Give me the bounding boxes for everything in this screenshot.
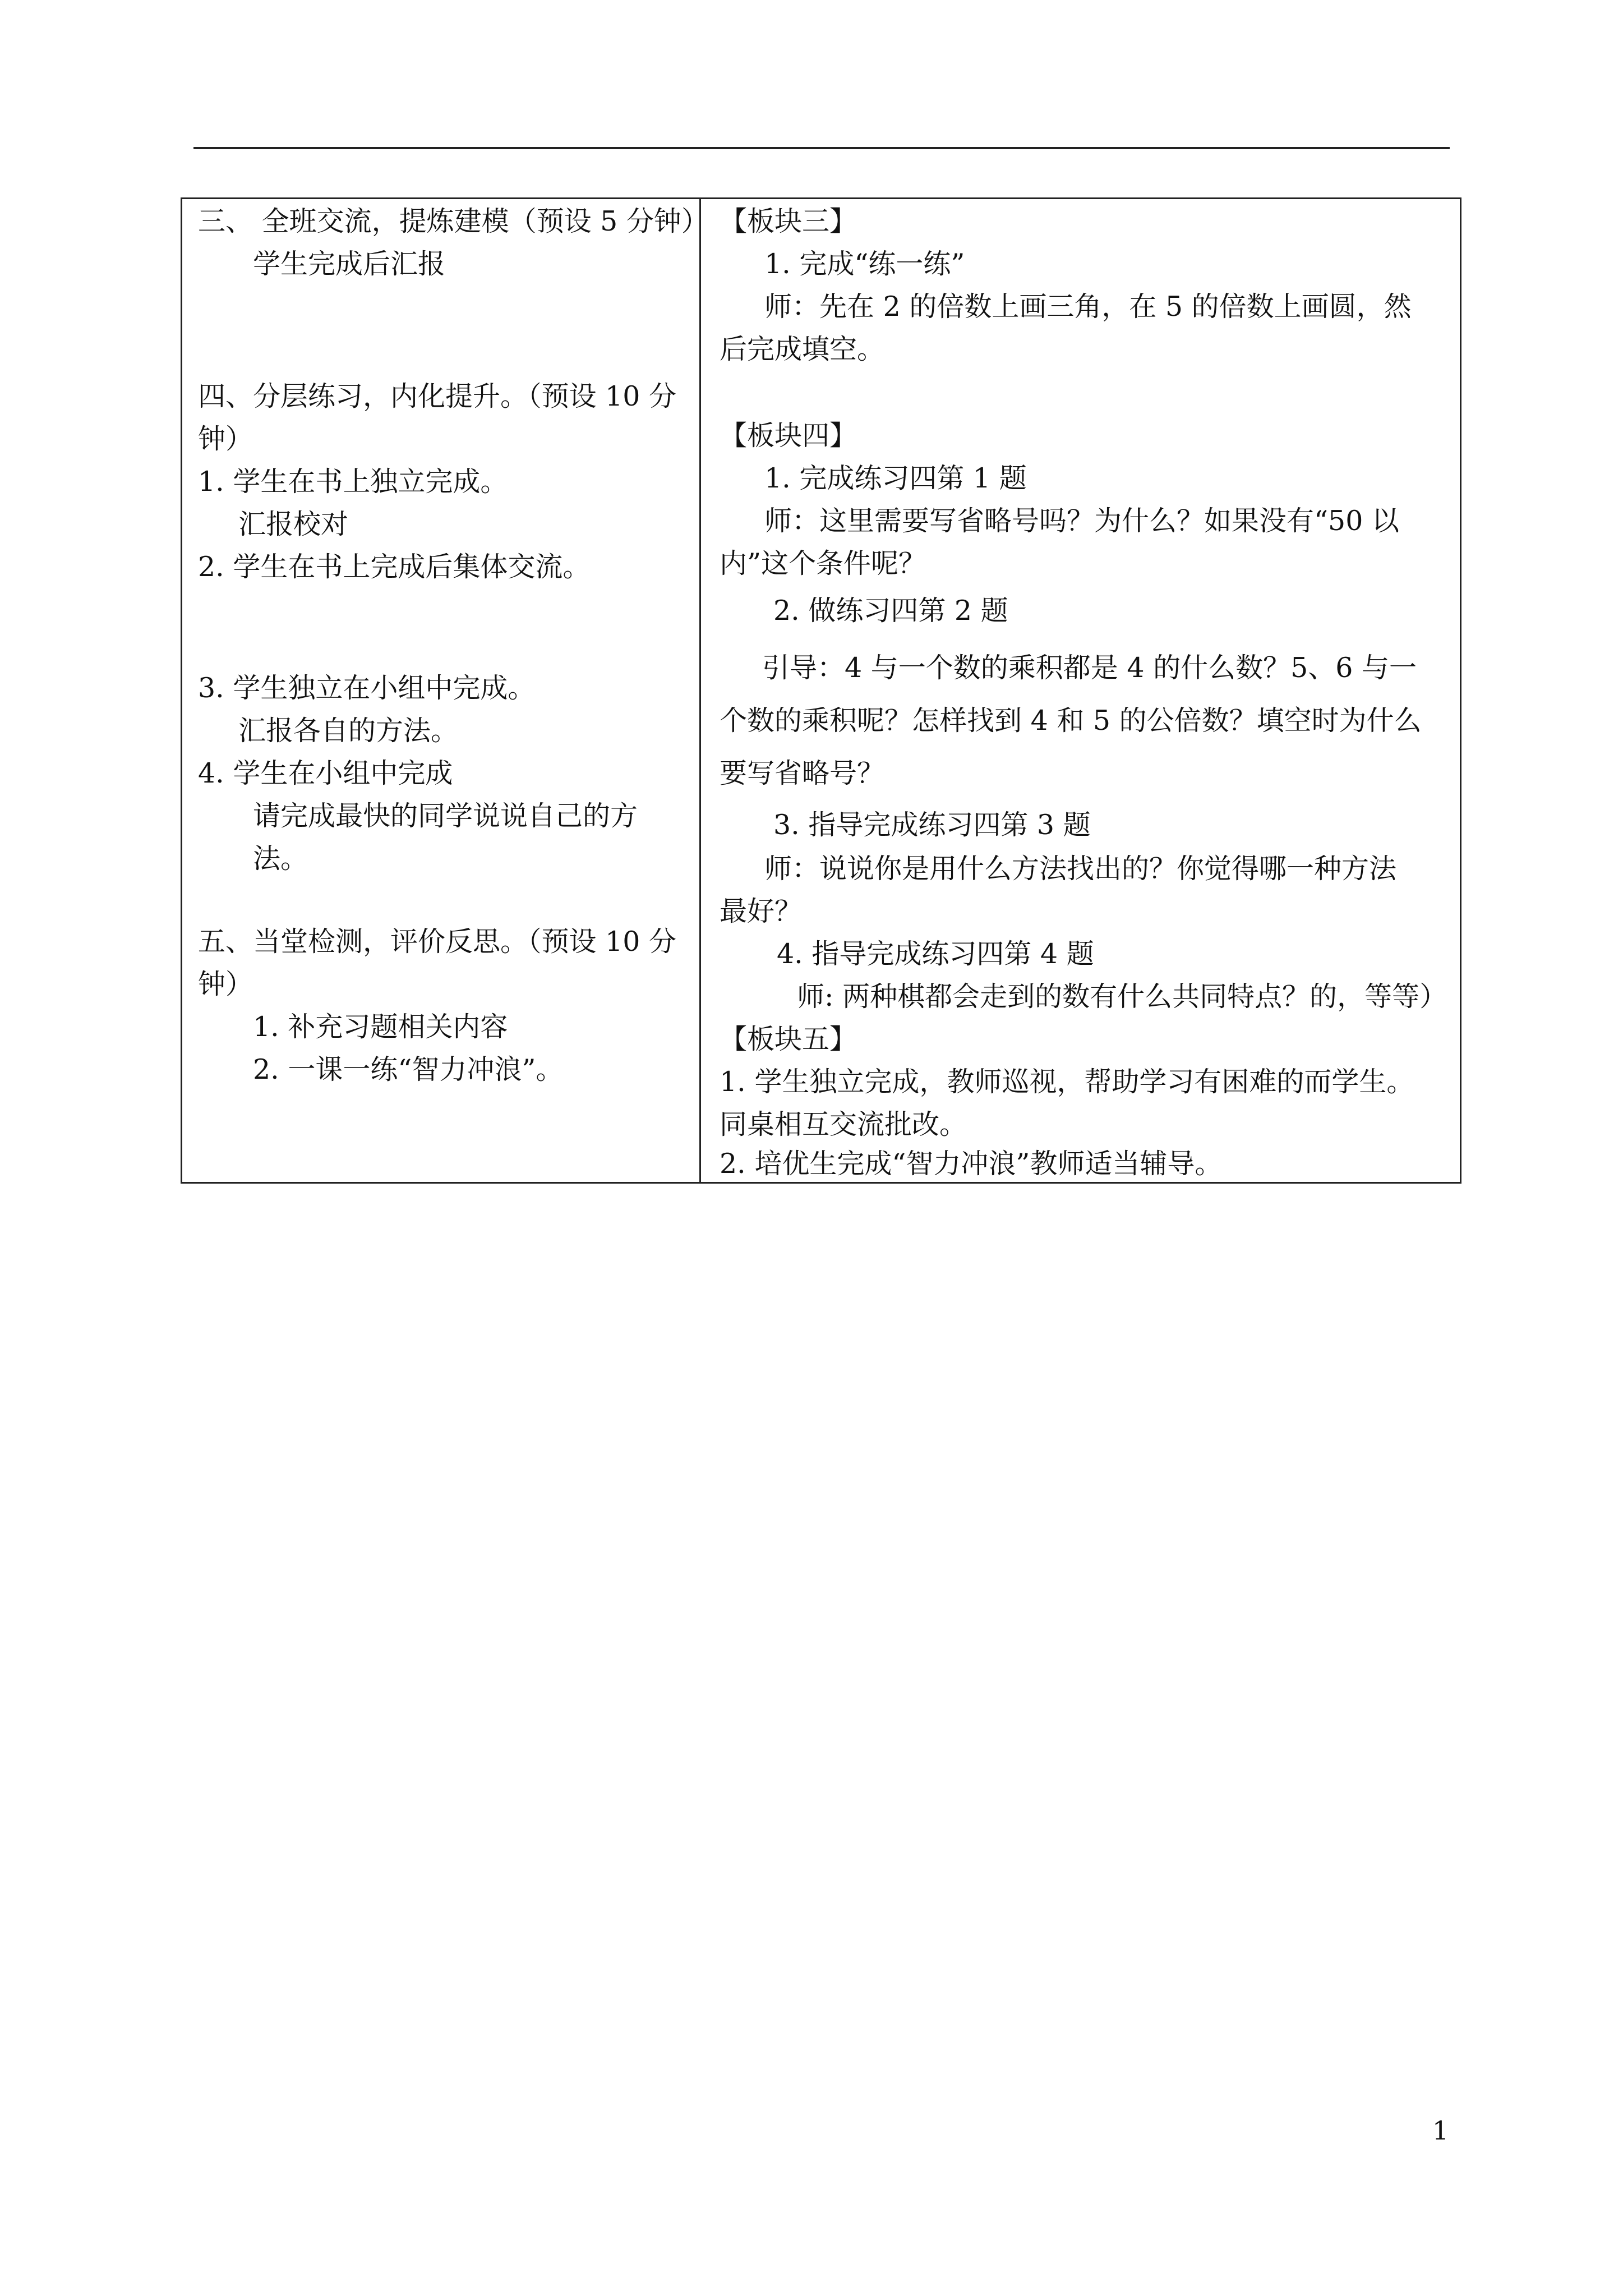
right-line-1: 【板块三】	[720, 205, 857, 237]
right-line-17: 师: 两种棋都会走到的数有什么共同特点？的，等等）	[797, 981, 1447, 1013]
right-line-18: 【板块五】	[720, 1023, 857, 1055]
left-line-5: 1. 学生在书上独立完成。	[198, 466, 508, 498]
left-line-7: 2. 学生在书上完成后集体交流。	[198, 551, 591, 583]
left-line-12: 法。	[253, 843, 308, 875]
right-line-2: 1. 完成“练一练”	[764, 248, 965, 280]
lesson-table	[181, 197, 1461, 1184]
right-line-9: 2. 做练习四第 2 题	[773, 595, 1008, 627]
left-line-11: 请完成最快的同学说说自己的方	[253, 800, 638, 832]
left-line-3: 四、分层练习，内化提升。（预设 10 分	[198, 380, 677, 412]
right-line-16: 4. 指导完成练习四第 4 题	[777, 938, 1094, 970]
left-line-15: 1. 补充习题相关内容	[253, 1011, 508, 1043]
right-line-14: 师：说说你是用什么方法找出的？你觉得哪一种方法	[764, 853, 1397, 885]
right-line-4: 后完成填空。	[720, 333, 885, 365]
right-line-11: 个数的乘积呢？怎样找到 4 和 5 的公倍数？填空时为什么	[720, 705, 1422, 737]
left-line-9: 汇报各自的方法。	[238, 715, 459, 747]
right-line-13: 3. 指导完成练习四第 3 题	[773, 809, 1091, 841]
left-line-13: 五、当堂检测，评价反思。（预设 10 分	[198, 926, 677, 958]
left-line-1: 三、 全班交流，提炼建模（预设 5 分钟）	[198, 205, 709, 237]
left-line-6: 汇报校对	[238, 508, 349, 540]
right-line-5: 【板块四】	[720, 420, 857, 452]
left-line-2: 学生完成后汇报	[253, 248, 446, 280]
right-line-8: 内”这个条件呢？	[720, 547, 926, 579]
right-line-3: 师：先在 2 的倍数上画三角，在 5 的倍数上画圆，然	[764, 291, 1412, 323]
page-number: 1	[1432, 2115, 1449, 2146]
left-line-14: 钟）	[198, 968, 253, 1000]
right-line-15: 最好？	[720, 895, 803, 927]
left-line-10: 4. 学生在小组中完成	[198, 757, 453, 789]
header-rule	[193, 147, 1450, 149]
right-line-10: 引导：4 与一个数的乘积都是 4 的什么数？5、6 与一	[762, 652, 1417, 684]
right-line-20: 同桌相互交流批改。	[720, 1108, 967, 1140]
left-line-16: 2. 一课一练“智力冲浪”。	[253, 1053, 564, 1085]
right-line-12: 要写省略号？	[720, 757, 885, 789]
right-line-6: 1. 完成练习四第 1 题	[764, 462, 1027, 494]
left-line-8: 3. 学生独立在小组中完成。	[198, 672, 536, 704]
right-line-19: 1. 学生独立完成，教师巡视，帮助学习有困难的而学生。	[720, 1066, 1414, 1098]
right-line-21: 2. 培优生完成“智力冲浪”教师适当辅导。	[720, 1148, 1223, 1180]
column-divider	[699, 199, 701, 1182]
right-line-7: 师：这里需要写省略号吗？为什么？如果没有“50 以	[764, 505, 1399, 537]
left-line-4: 钟）	[198, 423, 253, 455]
